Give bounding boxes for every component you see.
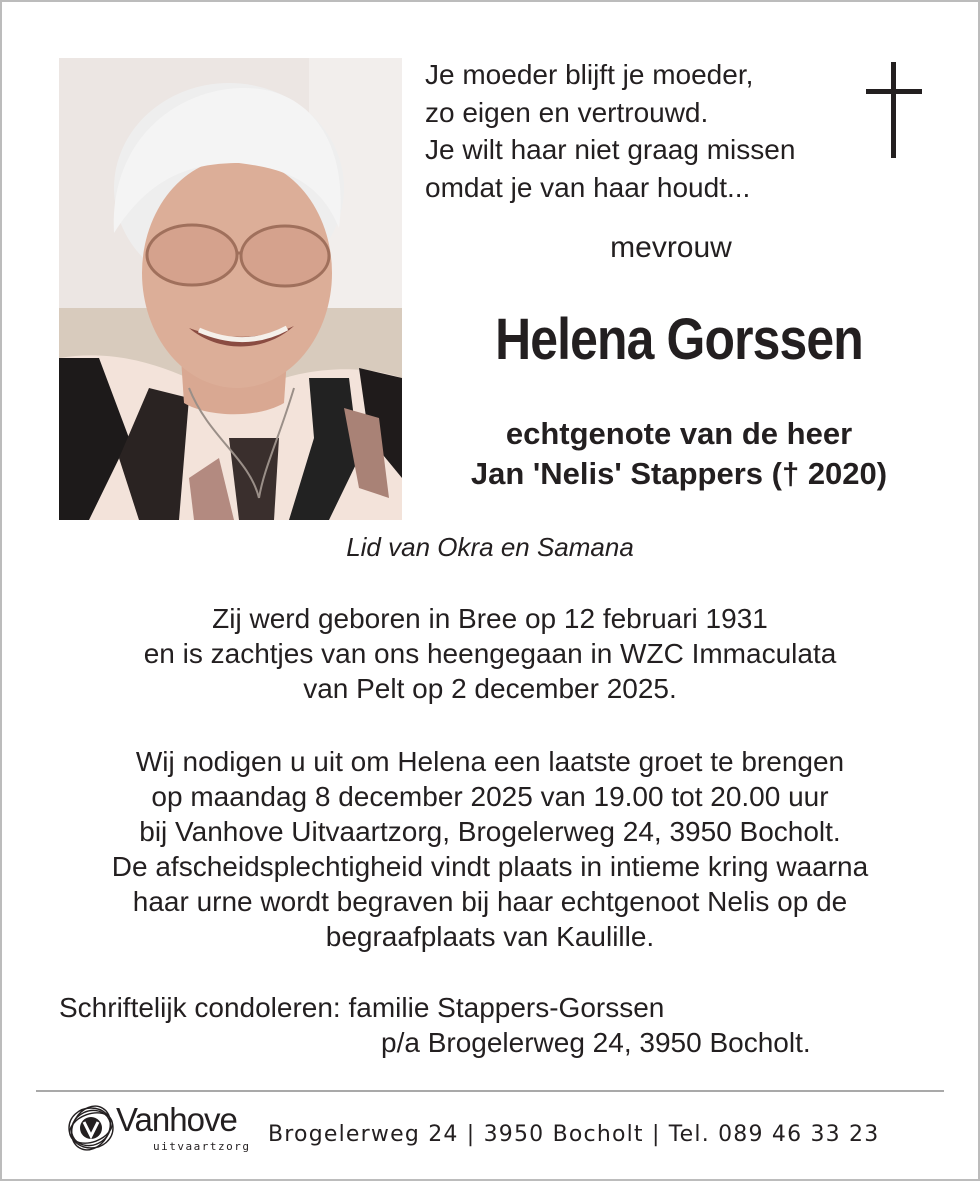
logo-wordmark: Vanhove (116, 1101, 237, 1138)
honorific: mevrouw (610, 231, 732, 264)
spouse-line: echtgenote van de heer (505, 416, 853, 451)
cross-icon (866, 62, 922, 158)
text-line: van Pelt op 2 december 2025. (303, 673, 677, 704)
deceased-name: Helena Gorssen (495, 307, 863, 372)
membership: Lid van Okra en Samana (346, 532, 634, 562)
text-line: Zij werd geboren in Bree op 12 februari 1931 (212, 603, 768, 634)
birth-death-paragraph (20, 601, 960, 706)
text-line: begraafplaats van Kaulille. (325, 921, 655, 952)
invitation-paragraph (20, 744, 960, 954)
text-line: De afscheidsplechtigheid vindt plaats in intieme kring waarna (111, 851, 869, 882)
text-line: bij Vanhove Uitvaartzorg, Brogelerweg 24, 3950 Bocholt. (139, 816, 841, 847)
portrait-photo (59, 58, 402, 520)
text-line: en is zachtjes van ons heengegaan in WZC Immaculata (143, 638, 837, 669)
poem-line: Je moeder blijft je moeder, (425, 59, 754, 90)
footer-address: Brogelerweg 24 | 3950 Bocholt | Tel. 089 46 33 23 (268, 1122, 880, 1147)
condolence-address: p/a Brogelerweg 24, 3950 Bocholt. (381, 1027, 811, 1058)
text-line: haar urne wordt begraven bij haar echtgenoot Nelis op de (132, 886, 848, 917)
poem-line: zo eigen en vertrouwd. (425, 96, 709, 128)
poem-line: omdat je van haar houdt... (425, 171, 751, 203)
spouse-info (410, 414, 948, 494)
poem-line: Je wilt haar niet graag missen (425, 134, 796, 165)
divider (36, 1090, 944, 1092)
logo-subtitle: uitvaartzorg (153, 1140, 251, 1153)
memorial-poem (425, 56, 855, 206)
text-line: op maandag 8 december 2025 van 19.00 tot 20.00 uur (151, 781, 829, 812)
text-line: Wij nodigen u uit om Helena een laatste groet te brengen (135, 746, 845, 777)
spouse-line: Jan 'Nelis' Stappers († 2020) (470, 456, 888, 491)
condolence-line: Schriftelijk condoleren: familie Stappers-Gorssen (59, 992, 665, 1023)
